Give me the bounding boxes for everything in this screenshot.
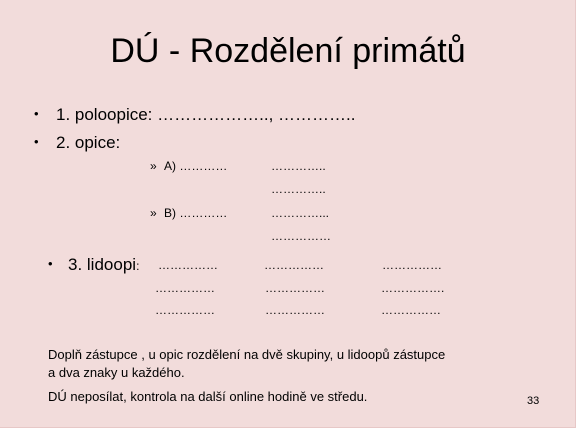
bullet-icon: • bbox=[34, 106, 39, 121]
instruction-text: a dva znaky u každého. bbox=[48, 365, 185, 380]
lidoopi-blank: …………… bbox=[155, 281, 215, 295]
chevron-right-icon: » bbox=[150, 159, 157, 173]
sub-b-blank-1: …………... bbox=[271, 206, 330, 220]
slide-title: DÚ - Rozdělení primátů bbox=[110, 32, 466, 70]
lidoopi-blank: …………… bbox=[265, 281, 325, 295]
lidoopi-blank: …………… bbox=[158, 258, 218, 272]
bullet-colon: : bbox=[136, 259, 140, 273]
sub-a-blank-1: ………….. bbox=[271, 159, 326, 173]
bullet-answer-blanks: ……………….., ………….. bbox=[152, 105, 356, 124]
lidoopi-blank: …………… bbox=[264, 258, 324, 272]
instruction-text: Doplň zástupce , u opic rozdělení na dvě skupiny, u lidoopů zástupce bbox=[48, 347, 446, 362]
sub-item-a bbox=[150, 159, 227, 174]
sub-b-blank-2: …………… bbox=[271, 229, 331, 243]
lidoopi-blank: …………… bbox=[155, 303, 215, 317]
bullet-label: 1. poloopice: bbox=[56, 105, 153, 124]
sub-a-blank-2: ………….. bbox=[271, 182, 326, 196]
bullet-icon: • bbox=[48, 256, 53, 271]
bullet-item-opice bbox=[34, 132, 120, 153]
bullet-label: 2. opice: bbox=[56, 133, 121, 152]
sub-item-b bbox=[150, 206, 227, 221]
bullet-icon: • bbox=[34, 134, 39, 149]
bullet-label: 3. lidoopi bbox=[68, 255, 137, 274]
lidoopi-blank: …………… bbox=[382, 258, 442, 272]
bullet-item-lidoopi bbox=[48, 254, 139, 276]
sub-item-label: B) ………… bbox=[164, 206, 228, 220]
lidoopi-blank: ……………. bbox=[381, 281, 445, 295]
instruction-text: DÚ neposílat, kontrola na další online hodině ve středu. bbox=[48, 389, 368, 404]
sub-item-label: A) ………… bbox=[164, 159, 228, 173]
lidoopi-blank: …………… bbox=[265, 303, 325, 317]
page-number: 33 bbox=[527, 395, 540, 407]
chevron-right-icon: » bbox=[150, 206, 157, 220]
bullet-item-poloopice bbox=[34, 104, 355, 125]
lidoopi-blank: …………… bbox=[381, 303, 441, 317]
